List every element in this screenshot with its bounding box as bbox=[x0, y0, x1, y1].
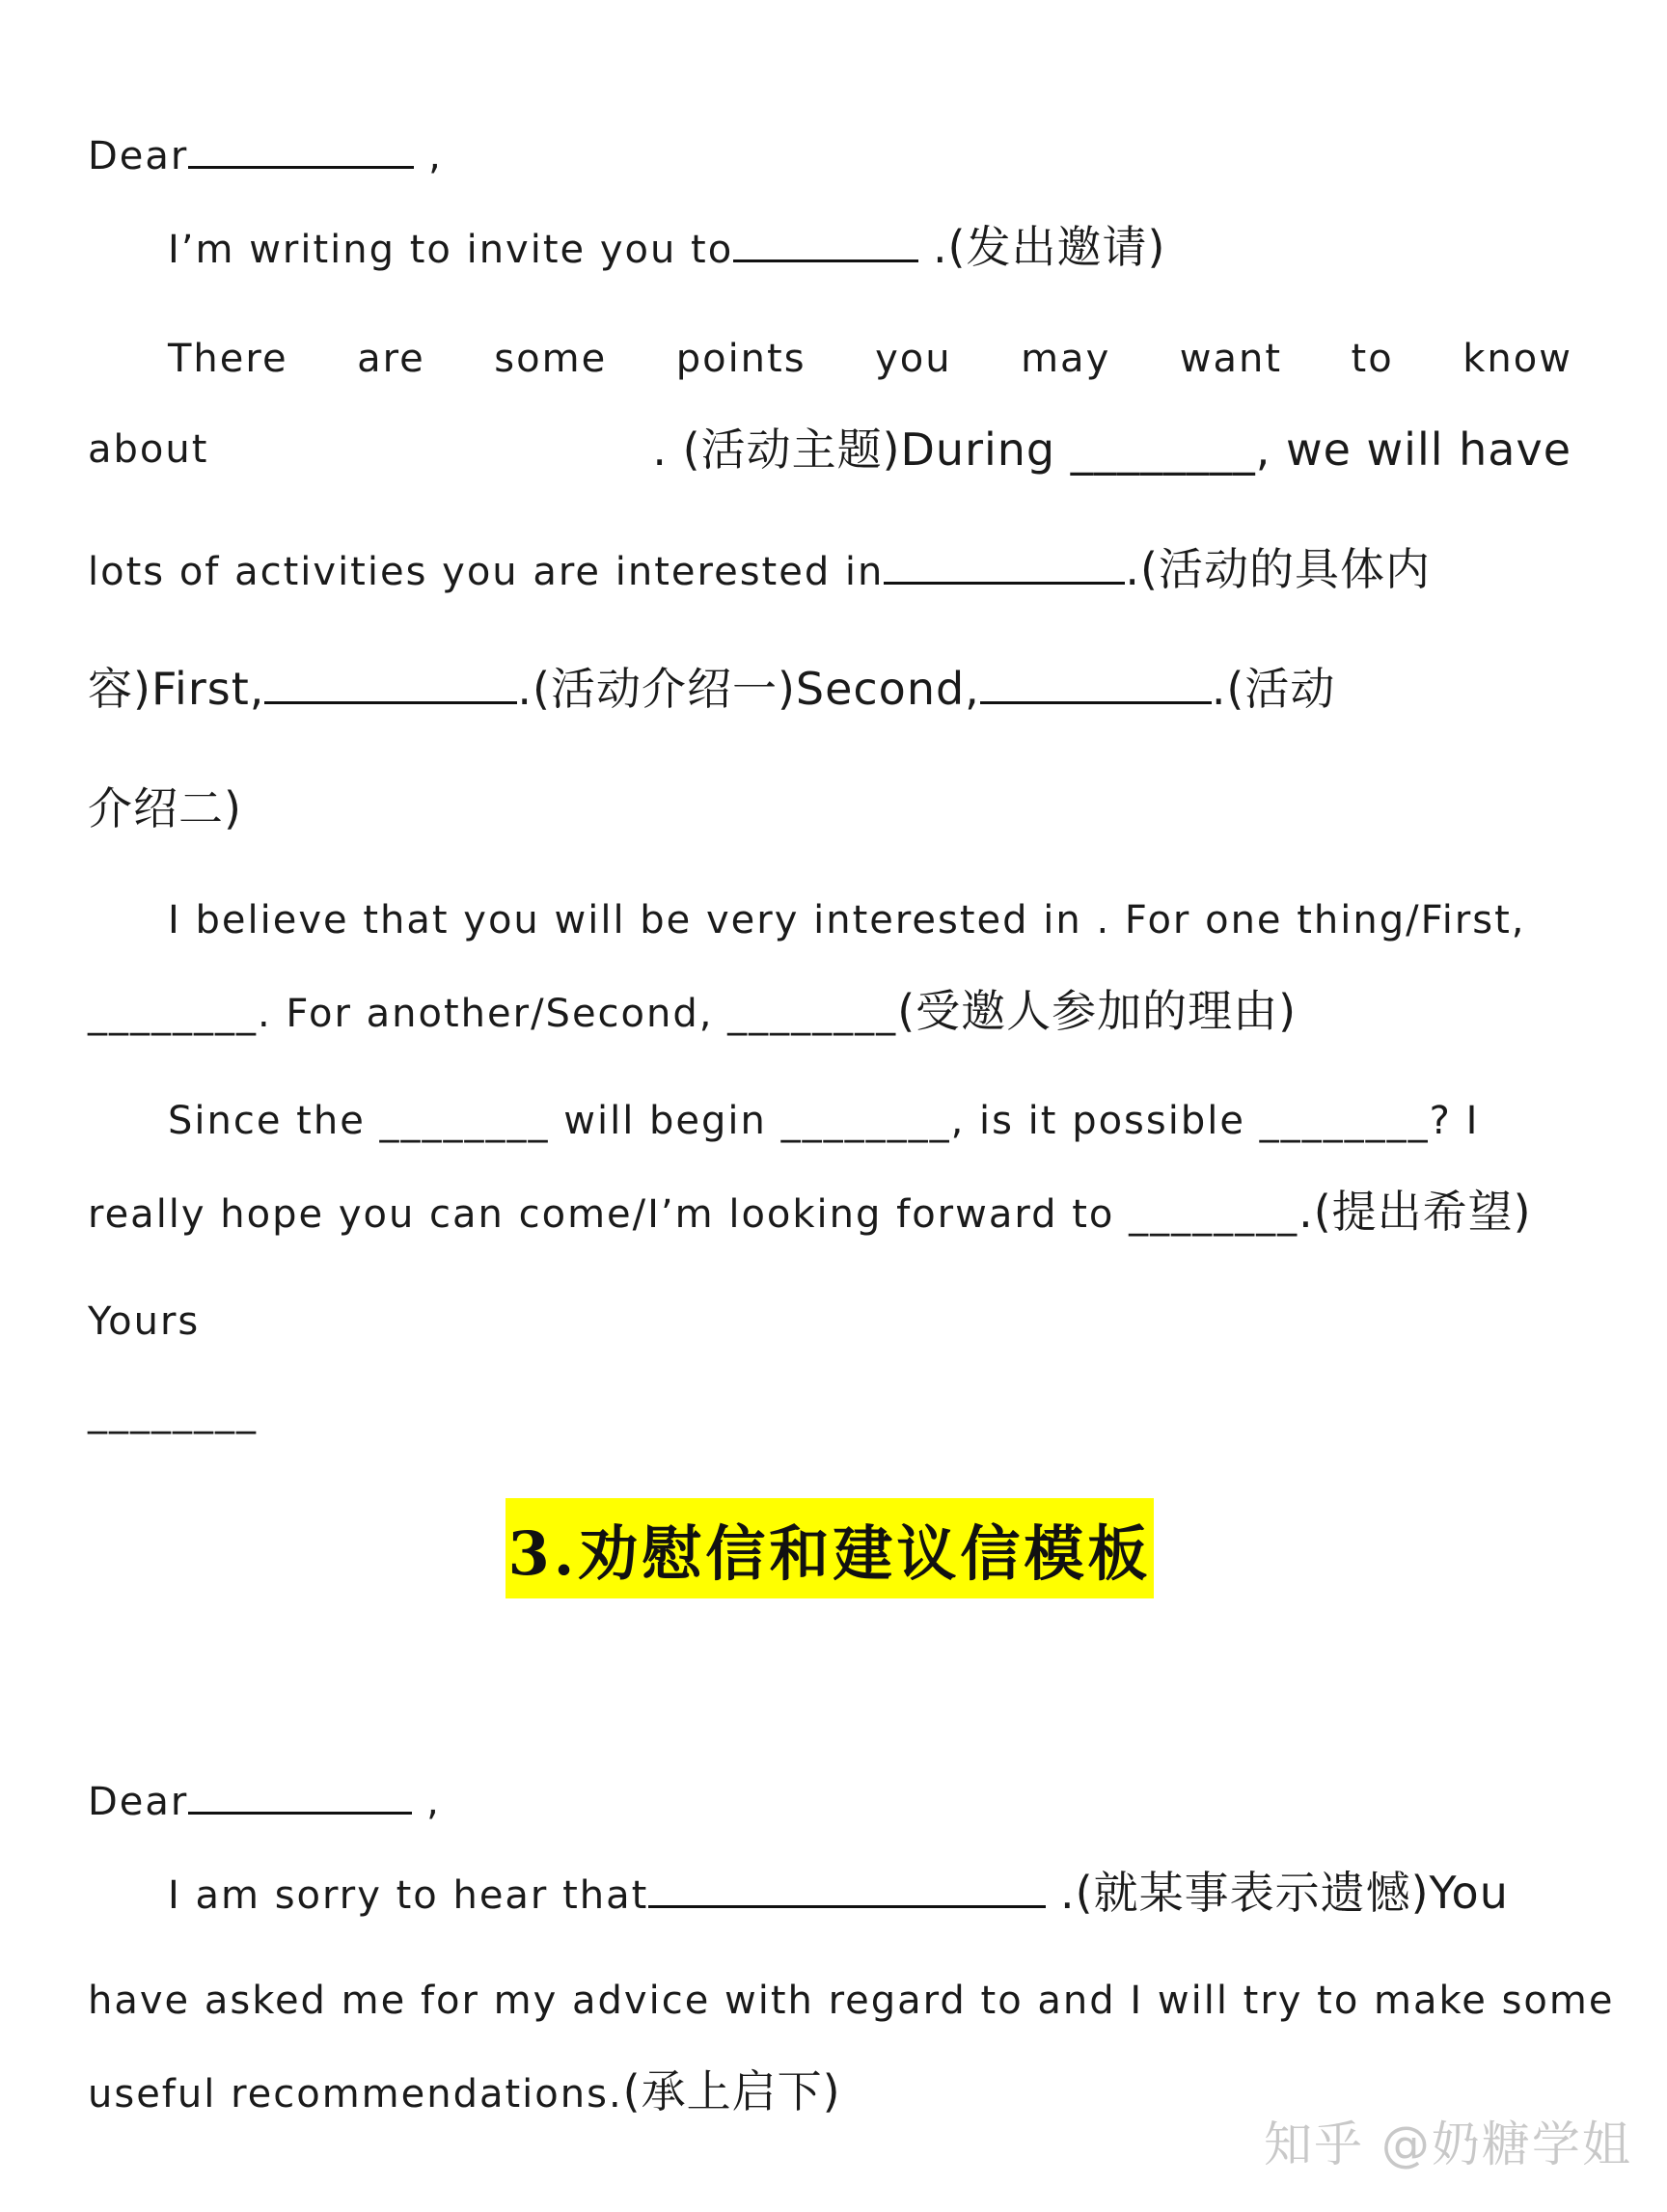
section-heading: 3.劝慰信和建议信模板 bbox=[506, 1498, 1154, 1598]
watermark: 知乎 @奶糖学姐 bbox=[1264, 2116, 1632, 2172]
transition-note: (承上启下) bbox=[622, 2065, 841, 2117]
invitation-note: .(发出邀请) bbox=[932, 221, 1166, 273]
points-word: are bbox=[357, 337, 425, 381]
signature-blank: ________ bbox=[88, 1390, 258, 1434]
first-second-line bbox=[88, 660, 1335, 721]
greeting-word: Dear bbox=[88, 134, 189, 178]
first-label: 容)First, bbox=[88, 663, 265, 715]
points-word: some bbox=[494, 337, 608, 381]
points-word: to bbox=[1351, 337, 1394, 381]
recipient-blank-2 bbox=[188, 1781, 412, 1815]
topic-note: . (活动主题)During ________, we will have bbox=[652, 423, 1571, 476]
reasons-text: ________. For another/Second, ________ bbox=[88, 992, 898, 1036]
reasons-line bbox=[88, 982, 1297, 1043]
recipient-blank bbox=[188, 135, 414, 169]
topic-line bbox=[88, 421, 1571, 478]
sorry-note: .(就某事表示遗憾)You bbox=[1060, 1867, 1509, 1919]
sorry-text: I am sorry to hear that bbox=[168, 1873, 649, 1918]
activities-blank bbox=[884, 551, 1125, 585]
hope-text: really hope you can come/I’m looking forward to ________ bbox=[88, 1192, 1299, 1237]
greeting-line-2 bbox=[88, 1773, 441, 1831]
points-word: you bbox=[875, 337, 952, 381]
second-blank bbox=[980, 670, 1212, 704]
hope-note: .(提出希望) bbox=[1298, 1186, 1532, 1238]
since-line: Since the ________ will begin ________, is it possible ________? I bbox=[168, 1099, 1480, 1143]
hope-line bbox=[88, 1183, 1532, 1243]
first-blank bbox=[264, 670, 517, 704]
event-blank bbox=[733, 229, 918, 262]
points-word: There bbox=[168, 337, 288, 381]
believe-line: I believe that you will be very interested in . For one thing/First, bbox=[168, 898, 1526, 942]
activities-text: lots of activities you are interested in bbox=[88, 550, 885, 594]
greeting-word-2: Dear bbox=[88, 1780, 189, 1824]
greeting-line bbox=[88, 127, 443, 185]
recommendations-line bbox=[88, 2062, 841, 2123]
sorry-line bbox=[168, 1864, 1509, 1925]
points-word: know bbox=[1462, 337, 1572, 381]
points-word: points bbox=[675, 337, 806, 381]
greeting-comma: , bbox=[428, 134, 443, 178]
points-word: may bbox=[1021, 337, 1111, 381]
second-label: .(活动介绍一)Second, bbox=[517, 663, 980, 715]
advice-line: have asked me for my advice with regard to and I will try to make some bbox=[88, 1979, 1615, 2023]
activities-line bbox=[88, 540, 1431, 601]
activity-note: .(活动 bbox=[1211, 663, 1336, 715]
activities-note: .(活动的具体内 bbox=[1125, 543, 1431, 595]
points-word: want bbox=[1179, 337, 1283, 381]
closing: Yours bbox=[88, 1299, 201, 1344]
invitation-text: I’m writing to invite you to bbox=[168, 228, 734, 272]
greeting-comma-2: , bbox=[426, 1780, 441, 1824]
recommendations-text: useful recommendations. bbox=[88, 2072, 623, 2116]
intro-two-line: 介绍二) bbox=[88, 782, 242, 834]
sorry-blank bbox=[648, 1874, 1046, 1908]
reasons-note: (受邀人参加的理由) bbox=[897, 985, 1298, 1037]
points-line bbox=[168, 330, 1572, 388]
invitation-line bbox=[168, 218, 1165, 279]
about-word: about bbox=[88, 427, 209, 472]
